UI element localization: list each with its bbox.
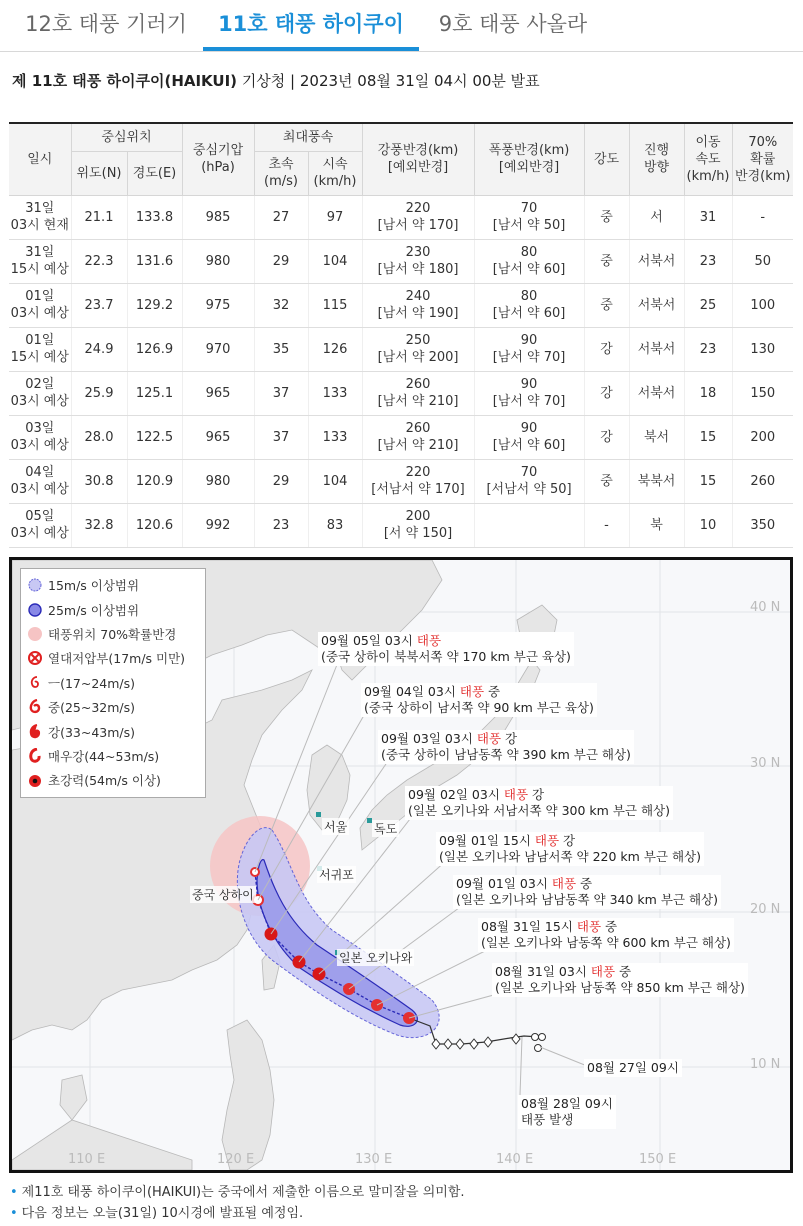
header-lon: 경도(E) xyxy=(127,151,182,195)
lon-label-150: 150 E xyxy=(639,1152,677,1167)
cell-strong-radius: 240 [남서 약 190] xyxy=(362,283,474,327)
cell-wind-ms: 32 xyxy=(254,283,308,327)
cell-prob-radius: 130 xyxy=(732,327,793,371)
table-row xyxy=(9,415,793,459)
active-tab-indicator xyxy=(203,47,419,51)
cell-lat: 21.1 xyxy=(71,195,127,239)
header-strong-radius: 강풍반경(km) [예외반경] xyxy=(362,123,474,195)
annotation-0901-03: 09월 01일 03시 태풍 중 (일본 오키나와 남남동쪽 약 340 km 부근 해상) xyxy=(453,875,721,909)
light-blue-circle-icon xyxy=(27,577,43,593)
cross-circle-icon xyxy=(27,650,43,666)
cell-strong-radius: 260 [남서 약 210] xyxy=(362,415,474,459)
forecast-table-body xyxy=(9,195,793,547)
map-legend xyxy=(20,568,206,798)
cell-strong-radius: 230 [남서 약 180] xyxy=(362,239,474,283)
table-row xyxy=(9,283,793,327)
cell-lon: 122.5 xyxy=(127,415,182,459)
place-dokdo: 독도 xyxy=(374,822,398,836)
cell-wind-ms: 37 xyxy=(254,371,308,415)
cell-wind-kmh: 115 xyxy=(308,283,362,327)
cell-speed: 23 xyxy=(684,239,732,283)
past-label-aug27: 08월 27일 09시 xyxy=(584,1059,682,1077)
lon-label-110: 110 E xyxy=(68,1152,106,1167)
cell-datetime: 04일 03시 예상 xyxy=(9,459,71,503)
header-pressure: 중심기압 (hPa) xyxy=(182,123,254,195)
cell-speed: 31 xyxy=(684,195,732,239)
cell-wind-kmh: 104 xyxy=(308,239,362,283)
header-direction: 진행 방향 xyxy=(629,123,684,195)
header-kmh: 시속 (km/h) xyxy=(308,151,362,195)
cell-speed: 18 xyxy=(684,371,732,415)
bulletin-title: 제 11호 태풍 하이쿠이(HAIKUI) xyxy=(12,72,238,90)
legend-item-weak: ㅡ(17~24m/s) xyxy=(27,671,199,695)
cell-strong-radius: 200 [서 약 150] xyxy=(362,503,474,547)
cell-pressure: 970 xyxy=(182,327,254,371)
cell-storm-radius xyxy=(474,503,584,547)
cell-direction: 서 xyxy=(629,195,684,239)
cell-pressure: 992 xyxy=(182,503,254,547)
cell-pressure: 980 xyxy=(182,459,254,503)
place-seogwipo: 서귀포 xyxy=(319,868,354,882)
place-shanghai: 중국 상하이 xyxy=(192,888,254,902)
cell-pressure: 975 xyxy=(182,283,254,327)
header-intensity: 강도 xyxy=(584,123,629,195)
table-row xyxy=(9,371,793,415)
header-speed: 이동 속도 (km/h) xyxy=(684,123,732,195)
cell-intensity: 중 xyxy=(584,239,629,283)
cell-direction: 북 xyxy=(629,503,684,547)
tab-typhoon-11[interactable]: 11호 태풍 하이쿠이 xyxy=(218,12,404,36)
cell-strong-radius: 260 [남서 약 210] xyxy=(362,371,474,415)
cell-lat: 28.0 xyxy=(71,415,127,459)
footnote-name-meaning: • 제11호 태풍 하이쿠이(HAIKUI)는 중국에서 제출한 이름으로 말미잘을 의미함. xyxy=(10,1185,465,1200)
cell-wind-ms: 27 xyxy=(254,195,308,239)
cell-intensity: 강 xyxy=(584,327,629,371)
bulletin-headline xyxy=(12,70,540,91)
legend-item-very-strong: 매우강(44~53m/s) xyxy=(27,744,199,768)
past-label-aug28: 08월 28일 09시 태풍 발생 xyxy=(518,1095,616,1129)
cell-prob-radius: 260 xyxy=(732,459,793,503)
cell-datetime: 31일 15시 예상 xyxy=(9,239,71,283)
cell-lon: 131.6 xyxy=(127,239,182,283)
cell-speed: 10 xyxy=(684,503,732,547)
cell-pressure: 965 xyxy=(182,415,254,459)
lat-label-30: 30 N xyxy=(750,756,781,771)
cell-pressure: 980 xyxy=(182,239,254,283)
footnotes xyxy=(10,1182,465,1224)
annotation-0904: 09월 04일 03시 태풍 중 (중국 상하이 남서쪽 약 90 km 부근 육상) xyxy=(361,683,597,717)
cell-prob-radius: 50 xyxy=(732,239,793,283)
cell-wind-ms: 29 xyxy=(254,239,308,283)
annotation-0903: 09월 03일 03시 태풍 강 (중국 상하이 남남동쪽 약 390 km 부근 해상) xyxy=(378,730,634,764)
cell-wind-kmh: 97 xyxy=(308,195,362,239)
cell-lat: 25.9 xyxy=(71,371,127,415)
cell-direction: 북서 xyxy=(629,415,684,459)
table-row xyxy=(9,195,793,239)
cell-speed: 25 xyxy=(684,283,732,327)
cell-storm-radius: 80 [남서 약 60] xyxy=(474,283,584,327)
header-maxwind: 최대풍속 xyxy=(254,123,362,151)
table-row xyxy=(9,327,793,371)
cell-intensity: 중 xyxy=(584,459,629,503)
tab-typhoon-9[interactable]: 9호 태풍 사올라 xyxy=(438,12,588,36)
legend-item-medium: 중(25~32m/s) xyxy=(27,695,199,719)
header-time: 일시 xyxy=(9,123,71,195)
cell-wind-ms: 35 xyxy=(254,327,308,371)
cell-storm-radius: 70 [서남서 약 50] xyxy=(474,459,584,503)
spiral-weak-icon xyxy=(27,675,43,691)
cell-speed: 23 xyxy=(684,327,732,371)
cell-pressure: 965 xyxy=(182,371,254,415)
blue-circle-icon xyxy=(27,602,43,618)
footnote-next-update: • 다음 정보는 오늘(31일) 10시경에 발표될 예정임. xyxy=(10,1206,304,1221)
table-row xyxy=(9,239,793,283)
cell-lat: 22.3 xyxy=(71,239,127,283)
cell-datetime: 02일 03시 예상 xyxy=(9,371,71,415)
cell-prob-radius: 100 xyxy=(732,283,793,327)
cell-speed: 15 xyxy=(684,415,732,459)
lon-label-120: 120 E xyxy=(217,1152,255,1167)
cell-datetime: 01일 03시 예상 xyxy=(9,283,71,327)
header-storm-radius: 폭풍반경(km) [예외반경] xyxy=(474,123,584,195)
cell-strong-radius: 220 [서남서 약 170] xyxy=(362,459,474,503)
lat-label-20: 20 N xyxy=(750,902,781,917)
bulletin-agency-time: 기상청 | 2023년 08월 31일 04시 00분 발표 xyxy=(237,72,540,90)
cell-storm-radius: 70 [남서 약 50] xyxy=(474,195,584,239)
header-center: 중심위치 xyxy=(71,123,182,151)
legend-item-prob70: 태풍위치 70%확률반경 xyxy=(27,622,199,646)
table-row xyxy=(9,459,793,503)
cell-storm-radius: 90 [남서 약 70] xyxy=(474,371,584,415)
legend-item-15ms: 15m/s 이상범위 xyxy=(27,573,199,597)
cell-datetime: 05일 03시 예상 xyxy=(9,503,71,547)
lat-label-10: 10 N xyxy=(750,1057,781,1072)
cell-wind-kmh: 133 xyxy=(308,371,362,415)
cell-direction: 서북서 xyxy=(629,239,684,283)
legend-item-25ms: 25m/s 이상범위 xyxy=(27,597,199,621)
seoul-dot xyxy=(316,812,321,817)
cell-lon: 129.2 xyxy=(127,283,182,327)
table-row xyxy=(9,503,793,547)
legend-item-super: 초강력(54m/s 이상) xyxy=(27,768,199,792)
annotation-0831-15: 08월 31일 15시 태풍 중 (일본 오키나와 남동쪽 약 600 km 부근 해상) xyxy=(478,918,734,952)
header-prob-radius: 70% 확률 반경(km) xyxy=(732,123,793,195)
cell-intensity: 강 xyxy=(584,415,629,459)
header-ms: 초속 (m/s) xyxy=(254,151,308,195)
forecast-table xyxy=(9,122,793,548)
typhoon-tabs xyxy=(0,0,803,52)
lon-label-140: 140 E xyxy=(496,1152,534,1167)
cell-storm-radius: 90 [남서 약 60] xyxy=(474,415,584,459)
cell-direction: 서북서 xyxy=(629,327,684,371)
annotation-0901-15: 09월 01일 15시 태풍 강 (일본 오키나와 남남서쪽 약 220 km 부근 해상) xyxy=(436,832,704,866)
cell-lon: 125.1 xyxy=(127,371,182,415)
place-okinawa: 일본 오키나와 xyxy=(339,951,413,965)
cell-storm-radius: 90 [남서 약 70] xyxy=(474,327,584,371)
cell-lon: 126.9 xyxy=(127,327,182,371)
typhoon-track-map xyxy=(9,557,793,1173)
cell-datetime: 03일 03시 예상 xyxy=(9,415,71,459)
cell-wind-kmh: 83 xyxy=(308,503,362,547)
cell-lat: 30.8 xyxy=(71,459,127,503)
cell-storm-radius: 80 [남서 약 60] xyxy=(474,239,584,283)
cell-wind-ms: 23 xyxy=(254,503,308,547)
annotation-0902: 09월 02일 03시 태풍 강 (일본 오키나와 서남서쪽 약 300 km 부근 해상) xyxy=(405,786,673,820)
cell-lat: 24.9 xyxy=(71,327,127,371)
spiral-strong-icon xyxy=(27,724,43,740)
cell-strong-radius: 250 [남서 약 200] xyxy=(362,327,474,371)
cell-lon: 120.6 xyxy=(127,503,182,547)
cell-wind-ms: 37 xyxy=(254,415,308,459)
cell-strong-radius: 220 [남서 약 170] xyxy=(362,195,474,239)
cell-intensity: - xyxy=(584,503,629,547)
cell-wind-ms: 29 xyxy=(254,459,308,503)
cell-datetime: 01일 15시 예상 xyxy=(9,327,71,371)
cell-direction: 서북서 xyxy=(629,371,684,415)
spiral-super-icon xyxy=(27,772,43,788)
cell-lat: 32.8 xyxy=(71,503,127,547)
place-seoul: 서울 xyxy=(324,820,348,834)
cell-intensity: 강 xyxy=(584,371,629,415)
cell-lat: 23.7 xyxy=(71,283,127,327)
header-lat: 위도(N) xyxy=(71,151,127,195)
spiral-medium-icon xyxy=(27,699,43,715)
tab-typhoon-12[interactable]: 12호 태풍 기러기 xyxy=(25,12,187,36)
cell-wind-kmh: 104 xyxy=(308,459,362,503)
cell-wind-kmh: 133 xyxy=(308,415,362,459)
cell-intensity: 중 xyxy=(584,195,629,239)
lat-label-40: 40 N xyxy=(750,600,781,615)
annotation-0905: 09월 05일 03시 태풍 (중국 상하이 북북서쪽 약 170 km 부근 육상) xyxy=(318,632,574,666)
cell-lon: 120.9 xyxy=(127,459,182,503)
cell-lon: 133.8 xyxy=(127,195,182,239)
cell-direction: 서북서 xyxy=(629,283,684,327)
cell-prob-radius: 350 xyxy=(732,503,793,547)
legend-item-td: 열대저압부(17m/s 미만) xyxy=(27,646,199,670)
pink-circle-icon xyxy=(27,626,43,642)
cell-prob-radius: - xyxy=(732,195,793,239)
annotation-0831-03: 08월 31일 03시 태풍 중 (일본 오키나와 남동쪽 약 850 km 부근 해상) xyxy=(492,963,748,997)
spiral-very-strong-icon xyxy=(27,748,43,764)
lon-label-130: 130 E xyxy=(355,1152,393,1167)
cell-wind-kmh: 126 xyxy=(308,327,362,371)
cell-prob-radius: 200 xyxy=(732,415,793,459)
cell-speed: 15 xyxy=(684,459,732,503)
cell-prob-radius: 150 xyxy=(732,371,793,415)
cell-datetime: 31일 03시 현재 xyxy=(9,195,71,239)
legend-item-strong: 강(33~43m/s) xyxy=(27,719,199,743)
cell-direction: 북북서 xyxy=(629,459,684,503)
cell-pressure: 985 xyxy=(182,195,254,239)
cell-intensity: 중 xyxy=(584,283,629,327)
